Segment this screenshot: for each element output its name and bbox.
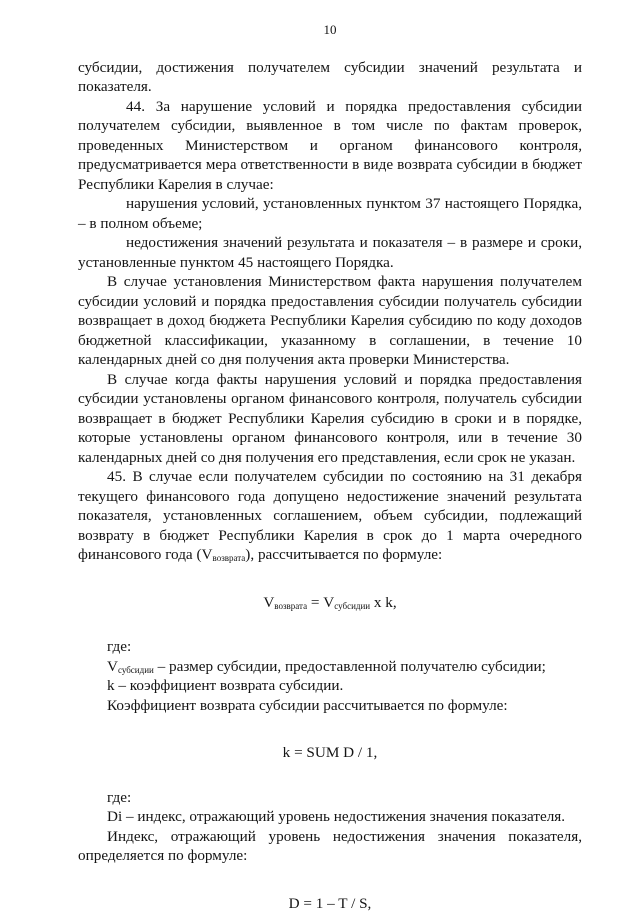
paragraph-case-violation: нарушения условий, установленных пунктом 37 настоящего Порядка, – в полном объеме; <box>78 194 582 233</box>
definition-v-subsidy <box>78 657 582 677</box>
k-intro: Коэффициент возврата субсидии рассчитывается по формуле: <box>78 696 582 716</box>
paragraph-44: 44. За нарушение условий и порядка предоставления субсидии получателем субсидии, выявленное в том числе по фактам проверок, проведенных Министерством и органом финансового контроля, предусматривается мера ответственности в виде возврата субсидии в бюджет Республики Карелия в случае: <box>78 97 582 195</box>
where-label-2: где: <box>78 788 582 808</box>
formula-mid-sub: субсидии <box>334 601 370 611</box>
definition-k: k – коэффициент возврата субсидии. <box>78 676 582 696</box>
paragraph-continuation: субсидии, достижения получателем субсидии значений результата и показателя. <box>78 58 582 97</box>
formula-mid: = V <box>307 594 334 611</box>
paragraph-case-nonachievement: недостижения значений результата и показателя – в размере и сроки, установленные пунктом 45 настоящего Порядка. <box>78 233 582 272</box>
formula-lhs: V <box>263 594 274 611</box>
paragraph-control-return: В случае когда факты нарушения условий и порядка предоставления субсидии установлены органом финансового контроля, получатель субсидии возвращает в бюджет Республики Карелия субсидию в сроки и в порядке, которые установлены органом финансового контроля, или в течение 30 календарных дней со дня получения его представления, если срок не указан. <box>78 370 582 468</box>
formula-rhs: x k, <box>370 594 397 611</box>
index-intro: Индекс, отражающий уровень недостижения значения показателя, определяется по формуле: <box>78 827 582 866</box>
paragraph-45-end: ), рассчитывается по формуле: <box>245 546 442 563</box>
paragraph-45 <box>78 467 582 565</box>
paragraph-ministry-return: В случае установления Министерством факта нарушения получателем субсидии условий и порядка предоставления субсидии получатель субсидии возвращает в доход бюджета Республики Карелия субсидию по коду доходов бюджетной классификации, указанному в соглашении, в течение 10 календарных дней со дня получения акта проверки Министерства. <box>78 272 582 370</box>
page-number: 10 <box>78 20 582 40</box>
def-v-text: – размер субсидии, предоставленной получателю субсидии; <box>154 658 546 675</box>
definition-di: Di – индекс, отражающий уровень недостижения значения показателя. <box>78 807 582 827</box>
paragraph-45-subscript: возврата <box>213 553 246 563</box>
formula-d: D = 1 – T / S, <box>78 894 582 913</box>
def-v-symbol: V <box>107 658 118 675</box>
paragraph-45-main: 45. В случае если получателем субсидии по состоянию на 31 декабря текущего финансового года допущено недостижение значений результата показателя, установленных соглашением, объем субсидии, подлежащий возврату в бюджет Республики Карелия в срок до 1 марта очередного финансового года (V <box>78 468 582 563</box>
formula-lhs-sub: возврата <box>274 601 307 611</box>
formula-return-volume <box>78 593 582 613</box>
formula-k: k = SUM D / 1, <box>78 743 582 763</box>
where-label-1: где: <box>78 637 582 657</box>
def-v-sub: субсидии <box>118 665 154 675</box>
